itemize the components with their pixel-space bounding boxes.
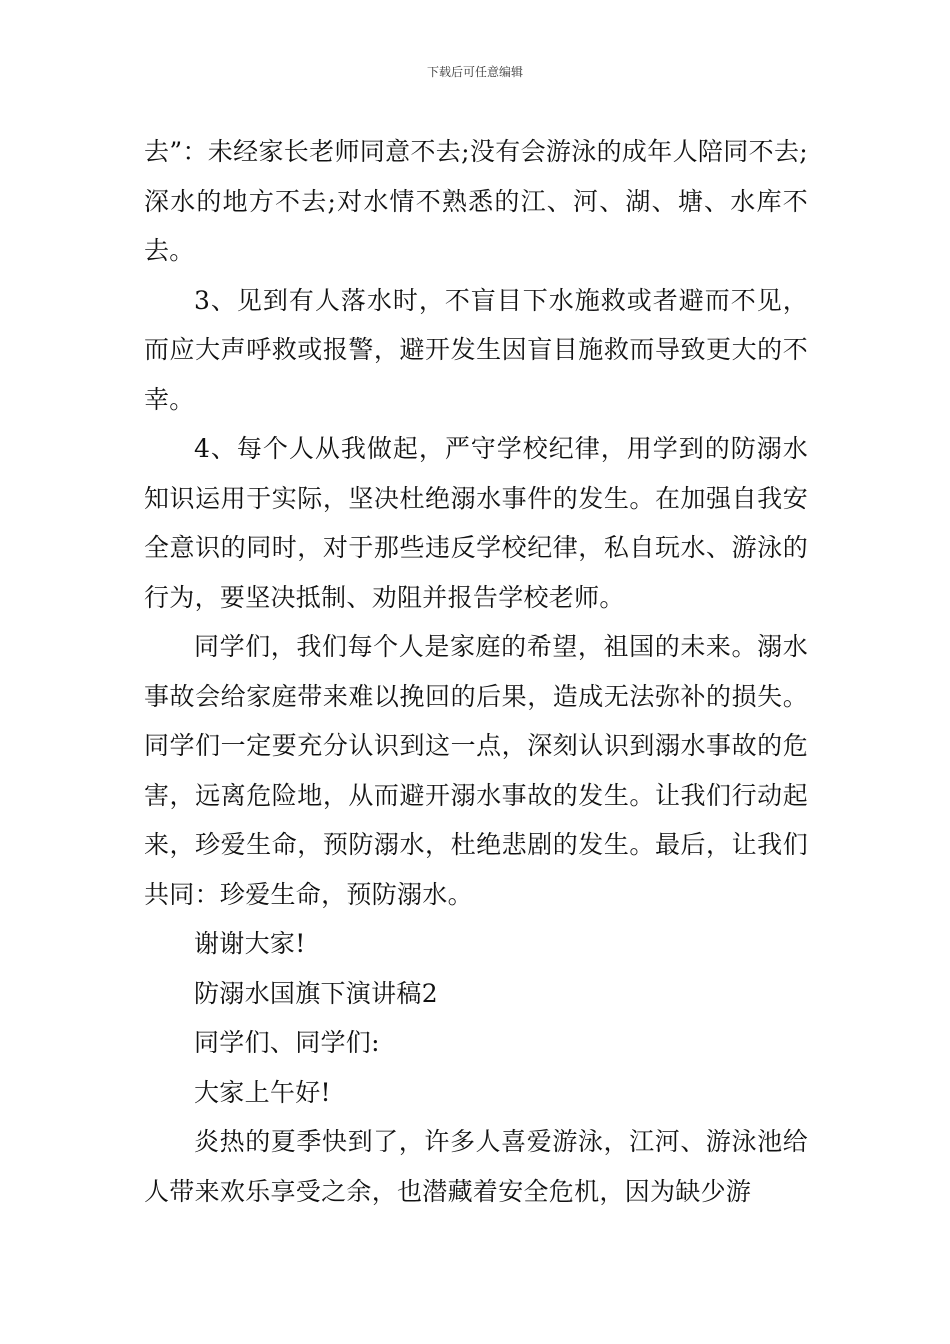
- document-body: [144, 127, 808, 1216]
- paragraph-safety-rules-continued: 去”：未经家长老师同意不去;没有会游泳的成年人陪同不去;深水的地方不去;对水情不熟悉的江、河、湖、塘、水库不去。: [144, 137, 808, 265]
- section-title: 防溺水国旗下演讲稿2: [194, 978, 438, 1008]
- page-header-watermark: 下载后可任意编辑: [426, 65, 523, 79]
- paragraph-summer-intro: 炎热的夏季快到了，许多人喜爱游泳，江河、游泳池给人带来欢乐享受之余，也潜藏着安全危机，因为缺少游: [144, 1127, 808, 1206]
- paragraph-point-3: 3、见到有人落水时，不盲目下水施救或者避而不见，而应大声呼救或报警，避开发生因盲目施救而导致更大的不幸。: [144, 285, 808, 414]
- paragraph-point-4: 4、每个人从我做起，严守学校纪律，用学到的防溺水知识运用于实际，坚决杜绝溺水事件的发生。在加强自我安全意识的同时，对于那些违反学校纪律，私自玩水、游泳的行为，要坚决抵制、劝阻并报告学校老师。: [144, 434, 808, 612]
- paragraph-salutation: 同学们、同学们:: [194, 1028, 380, 1057]
- paragraph-conclusion: 同学们，我们每个人是家庭的希望，祖国的未来。溺水事故会给家庭带来难以挽回的后果，造成无法弥补的损失。同学们一定要充分认识到这一点，深刻认识到溺水事故的危害，远离危险地，从而避开溺水事故的发生。让我们行动起来，珍爱生命，预防溺水，杜绝悲剧的发生。最后，让我们共同：珍爱生命，预防溺水。: [144, 632, 808, 909]
- paragraph-thanks: 谢谢大家!: [194, 929, 306, 958]
- paragraph-greeting: 大家上午好!: [194, 1077, 331, 1107]
